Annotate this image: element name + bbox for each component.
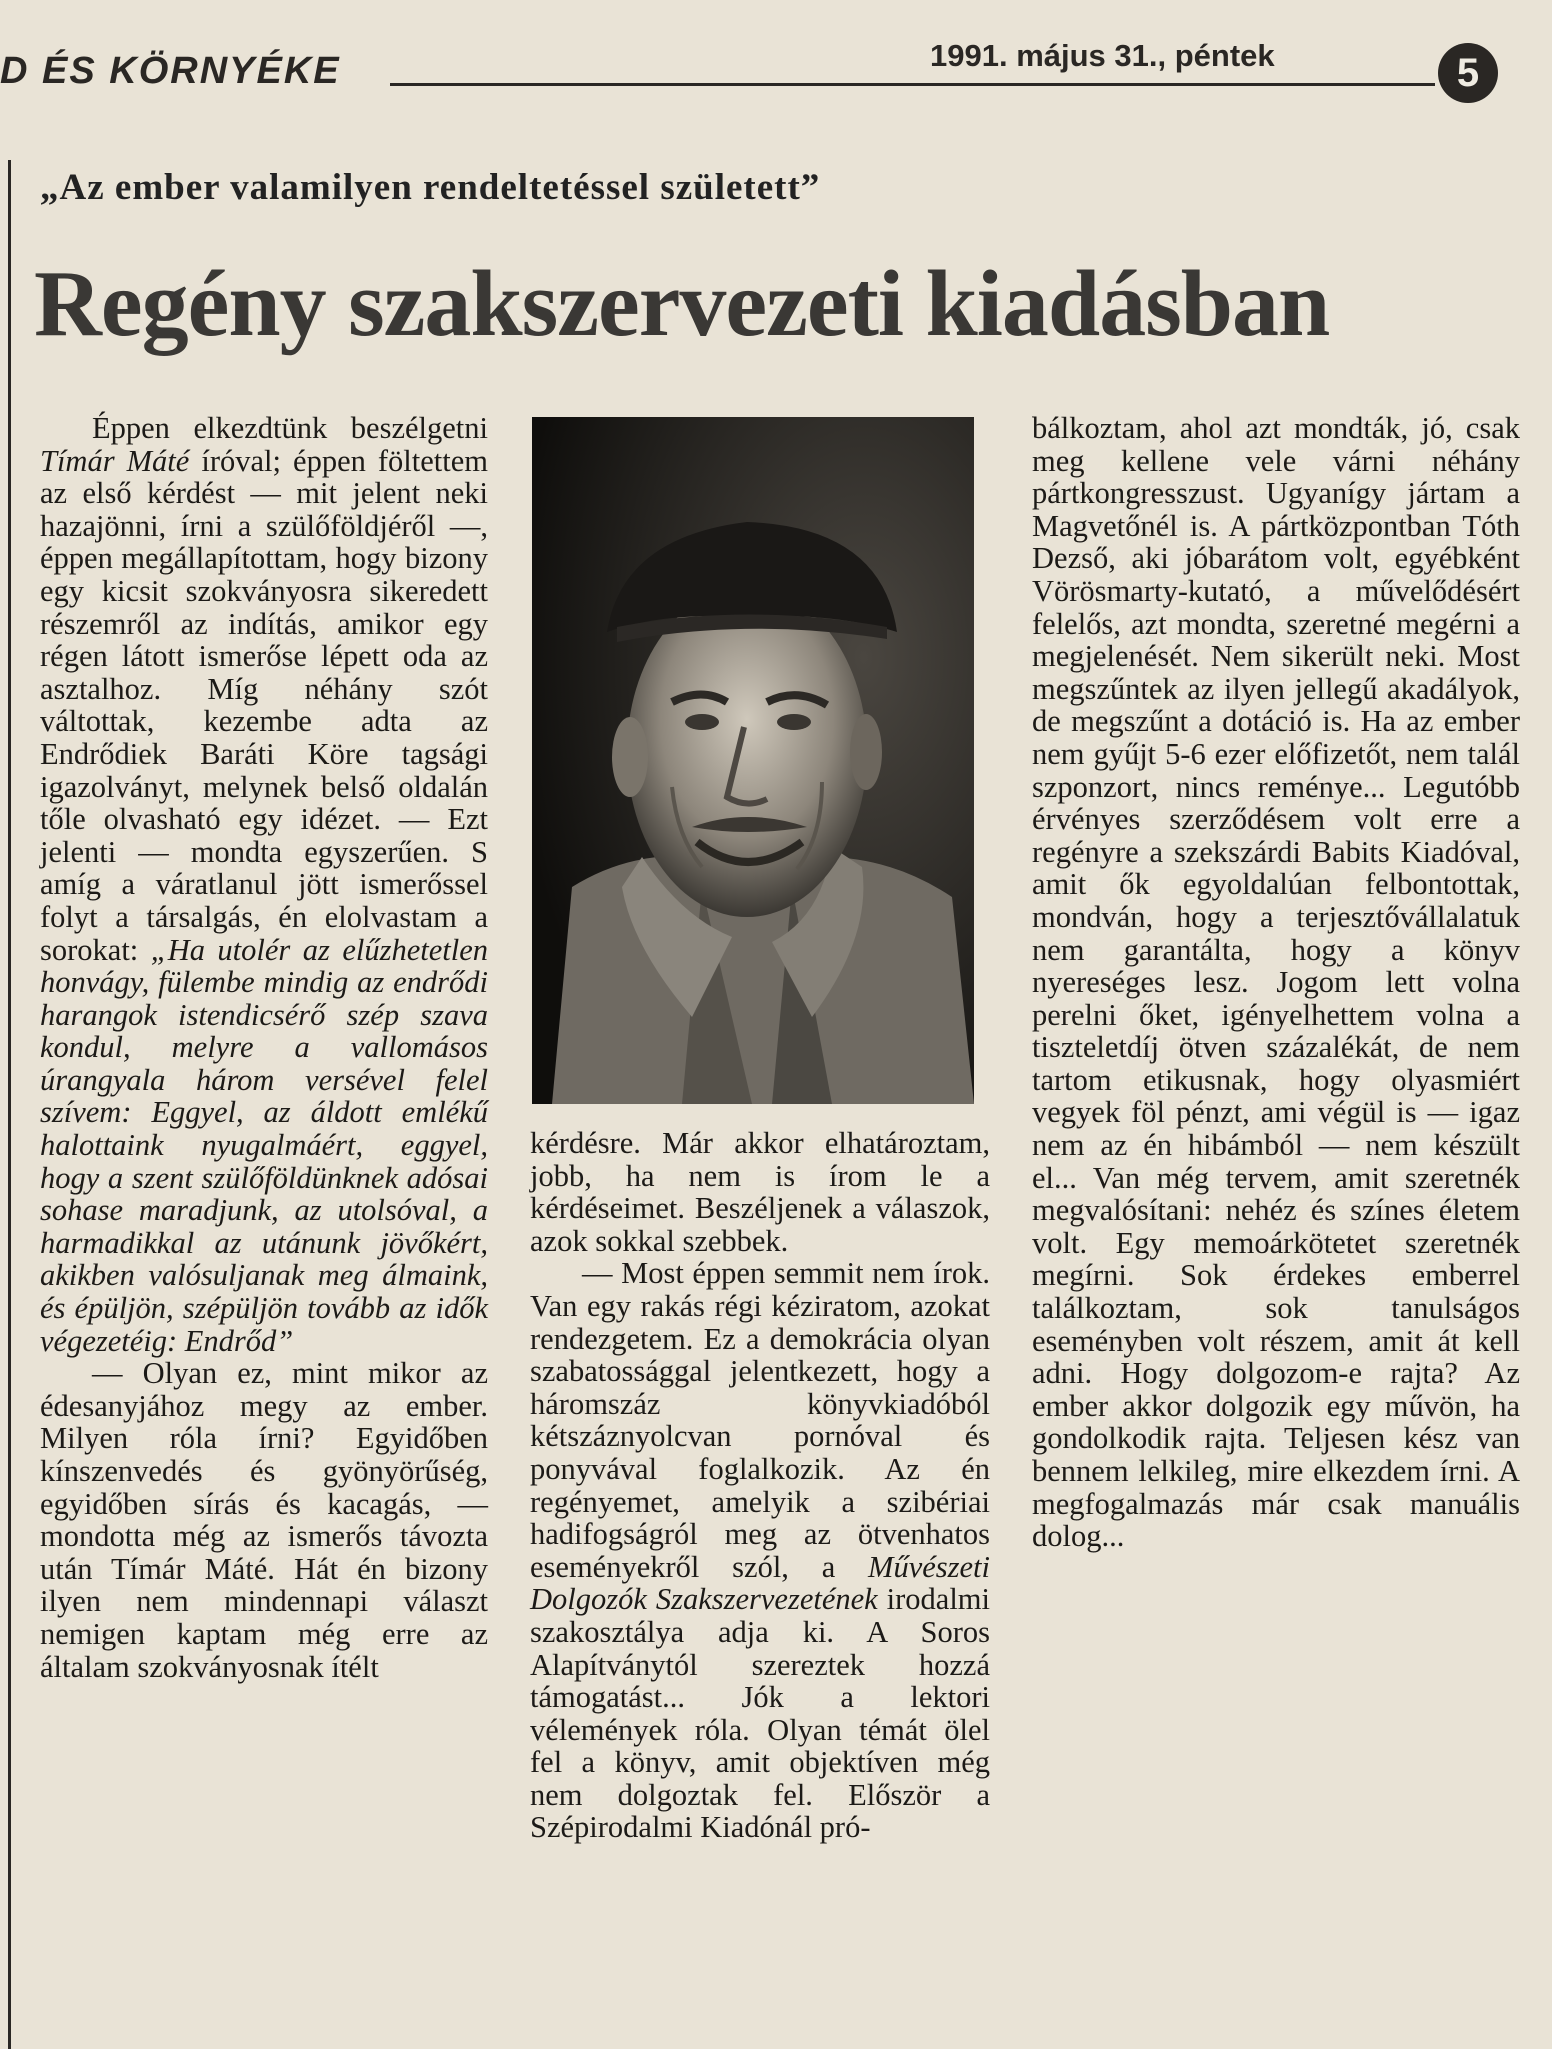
text-column-1 (40, 412, 488, 1683)
paragraph: kérdésre. Már akkor elhatároztam, jobb, ha nem is írom le a kérdéseimet. Beszéljenek a válaszok, azok sokkal szebbek. (530, 1126, 990, 1258)
text-column-3 (1032, 412, 1520, 1553)
paragraph: bálkoztam, ahol azt mondták, jó, csak meg kellene vele várni néhány pártkongresszust. Ugyanígy jártam a Magvetőnél is. A pártközpontban Tóth Dezső, aki jóbarátom volt, egyébként Vörösmarty-kutató, a művelődésért felelős, azt mondta, szeretné megérni a megjelenését. Nem sikerült neki. Most megszűntek az ilyen jellegű akadályok, de megszűnt a dotáció is. Ha az ember nem gyűjt 5-6 ezer előfizetőt, nem talál szponzort, nincs reménye... Legutóbb érvényes szerződésem volt erre a regényre a szekszárdi Babits Kiadóval, amit ők egyoldalúan felbontottak, mondván, hogy a terjesztővállalatuk nem garantálta, hogy a könyv nyereséges lesz. Jogom lett volna perelni őket, igényelhettem volna a tiszteletdíj ötven százalékát, de nem tartom etikusnak, hogy olyasmiért vegyek föl pénzt, ami végül is — igaz nem az én hibámból — nem készült el... Van még tervem, amit szeretnék megvalósítani: nehéz és színes életem volt. Egy memoárkötetet szeretnék megírni. Sok érdekes emberrel találkoztam, sok tanulságos eseményben volt részem, amit át kell adni. Hogy dolgozom-e rajta? Az ember akkor dolgozik egy művön, ha gondolkodik rajta. Teljesen kész van bennem lelkileg, mire elkezdem írni. A megfogalmazás már csak manuális dolog... (1032, 411, 1520, 1554)
header-rule (390, 83, 1435, 86)
paragraph: — Olyan ez, mint mikor az édesanyjához megy az ember. Milyen róla írni? Egyidőben kínszenvedés és gyönyörűség, egyidőben sírás és kacagás, — mondotta még az ismerős távozta után Tímár Máté. Hát én bizony ilyen nem mindennapi választ nemigen kaptam még erre az általam szokványosnak ítélt (40, 1356, 488, 1684)
text-column-2 (530, 1127, 990, 1844)
organization-name: Művészeti Dolgozók Szakszervezetének (530, 1549, 990, 1617)
portrait-photo (532, 417, 974, 1104)
quoted-passage: „Ha utolér az elűzhetetlen honvágy, fülembe mindig az endrődi harangok istendicsérő szép szava kondul, melyre a vallomásos úrangyala három versével felel szívem: Eggyel, az áldott emlékű halottaink nyugalmáért, eggyel, hogy a szent szülőföldünknek adósai sohase maradjunk, az utolsóval, a harmadikkal az utánunk jövőkért, akikben valósuljanak meg álmaink, és épüljön, szépüljön tovább az idők végezetéig: Endrőd” (40, 932, 488, 1358)
paragraph-text: irodalmi szakosztálya adja ki. A Soros Alapítványtól szereztek hozzá támogatást... Jók a lektori vélemények róla. Olyan témát ölel fel a könyv, amit objektíven még nem dolgoztak fel. Először a Szépirodalmi Kiadónál pró- (530, 1582, 990, 1845)
paragraph-text: Éppen elkezdtünk beszélgetni (92, 411, 488, 445)
portrait-illustration (532, 417, 974, 1104)
paragraph-text: — Most éppen semmit nem írok. Van egy rakás régi kéziratom, azokat rendezgetem. Ez a demokrácia olyan szabatossággal jelentkezett, hogy a háromszáz könyvkiadóból kétszáznyolcvan pornóval és ponyvával foglalkozik. Az én regényemet, amelyik a szibériai hadifogságról meg az ötvenhatos eseményekről szól, a (530, 1256, 990, 1584)
issue-date: 1991. május 31., péntek (920, 38, 1285, 74)
column-rule (8, 160, 11, 2049)
paragraph (40, 412, 488, 1357)
paragraph-text: íróval; éppen föltettem az első kérdést — mit jelent neki hazajönni, írni a szülőföldjéről —, éppen megállapítottam, hogy bizony egy kicsit szokványosra sikeredett részemről az indítás, amikor egy régen látott ismerőse lépett oda az asztalhoz. Míg néhány szót váltottak, kezembe adta az Endrődiek Baráti Köre tagsági igazolványt, melynek belső oldalán tőle olvasható egy idézet. — Ezt jelenti — mondta egyszerűen. S amíg a váratlanul jött ismerőssel folyt a társalgás, én elolvastam a sorokat: (40, 443, 489, 967)
page-number-badge: 5 (1438, 43, 1498, 103)
section-title: D ÉS KÖRNYÉKE (0, 50, 341, 92)
author-name: Tímár Máté (40, 443, 190, 478)
article-headline: Regény szakszervezeti kiadásban (34, 252, 1330, 356)
article-kicker: „Az ember valamilyen rendeltetéssel született” (40, 167, 821, 208)
paragraph (530, 1257, 990, 1844)
